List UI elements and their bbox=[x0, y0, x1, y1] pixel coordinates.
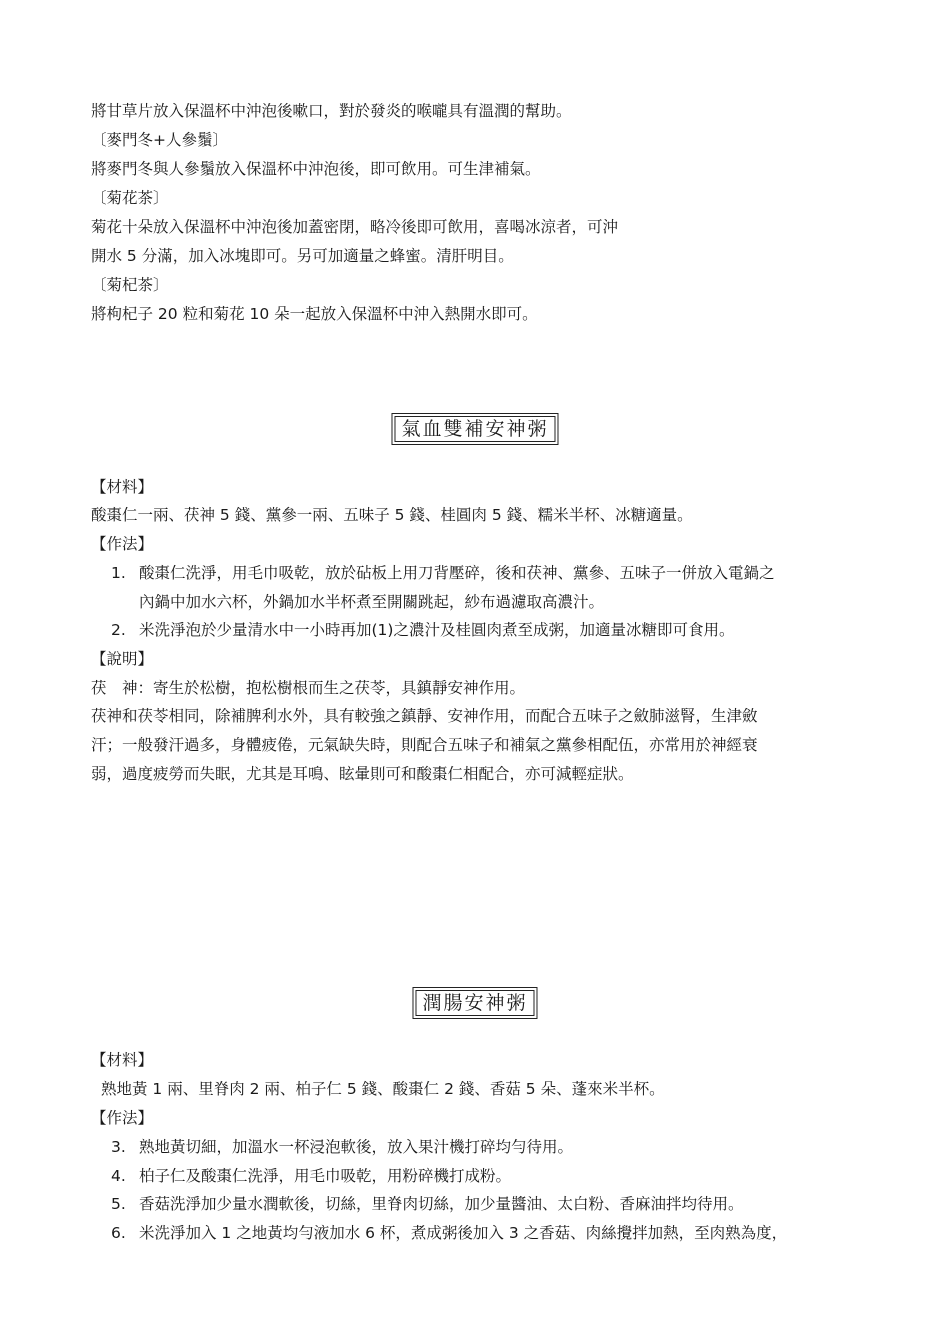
step-text: 柏子仁及酸棗仁洗淨，用毛巾吸乾，用粉碎機打成粉。 bbox=[139, 1167, 512, 1185]
step-text: 米洗淨泡於少量清水中一小時再加(1)之濃汁及桂圓肉煮至成粥，加適量冰糖即可食用。 bbox=[139, 621, 735, 639]
recipe2-title-box bbox=[412, 987, 537, 1019]
method-step bbox=[111, 1166, 511, 1186]
step-number: 1. bbox=[111, 564, 126, 582]
notes-text: 茯 神：寄生於松樹，抱松樹根而生之茯苓，具鎮靜安神作用。 bbox=[91, 679, 526, 697]
method-step bbox=[111, 563, 775, 583]
materials-text: 酸棗仁一兩、茯神 5 錢、黨參一兩、五味子 5 錢、桂圓肉 5 錢、糯米半杯、冰糖適量。 bbox=[91, 506, 693, 524]
step-number: 4. bbox=[111, 1167, 126, 1185]
text-line: 將甘草片放入保溫杯中沖泡後嗽口，對於發炎的喉嚨具有溫潤的幫助。 bbox=[91, 102, 572, 120]
step-number: 5. bbox=[111, 1195, 126, 1213]
text-line: 開水 5 分滿，加入冰塊即可。另可加適量之蜂蜜。清肝明目。 bbox=[91, 247, 514, 265]
method-step bbox=[111, 1137, 573, 1157]
recipe1-title: 氣血雙補安神粥 bbox=[394, 416, 555, 442]
method-heading: 【作法】 bbox=[91, 535, 154, 553]
subheading-chrysanthemum-tea: 〔菊花茶〕 bbox=[91, 189, 169, 207]
method-heading: 【作法】 bbox=[91, 1109, 154, 1127]
materials-heading: 【材料】 bbox=[91, 1051, 154, 1069]
materials-text: 熟地黃 1 兩、里脊肉 2 兩、柏子仁 5 錢、酸棗仁 2 錢、香菇 5 朵、蓬來米半杯。 bbox=[101, 1080, 665, 1098]
text-line: 將枸杞子 20 粒和菊花 10 朵一起放入保溫杯中沖入熱開水即可。 bbox=[91, 305, 538, 323]
method-step bbox=[111, 1194, 744, 1214]
step-text: 米洗淨加入 1 之地黃均勻液加水 6 杯，煮成粥後加入 3 之香菇、肉絲攪拌加熱，至肉熟為度， bbox=[139, 1224, 788, 1242]
text-line: 菊花十朵放入保溫杯中沖泡後加蓋密閉，略冷後即可飲用，喜喝冰涼者，可沖 bbox=[91, 218, 619, 236]
step-text-continued: 內鍋中加水六杯，外鍋加水半杯煮至開關跳起，紗布過濾取高濃汁。 bbox=[139, 593, 605, 611]
notes-text: 汗；一般發汗過多，身體疲倦，元氣缺失時，則配合五味子和補氣之黨參相配伍，亦常用於神經衰 bbox=[91, 736, 758, 754]
step-text: 香菇洗淨加少量水潤軟後，切絲，里脊肉切絲，加少量醬油、太白粉、香麻油拌均待用。 bbox=[139, 1195, 744, 1213]
method-step bbox=[111, 620, 734, 640]
recipe1-title-box bbox=[391, 413, 558, 445]
recipe2-title: 潤腸安神粥 bbox=[415, 990, 534, 1016]
materials-heading: 【材料】 bbox=[91, 478, 154, 496]
notes-text: 茯神和茯苓相同，除補脾利水外，具有較強之鎮靜、安神作用，而配合五味子之斂肺滋腎，生津斂 bbox=[91, 707, 758, 725]
text-line: 將麥門冬與人參鬚放入保溫杯中沖泡後，即可飲用。可生津補氣。 bbox=[91, 160, 541, 178]
subheading-goji-chrysanthemum-tea: 〔菊杞茶〕 bbox=[91, 276, 169, 294]
subheading-maimendong: 〔麥門冬+人參鬚〕 bbox=[91, 131, 228, 149]
notes-text: 弱，過度疲勞而失眠，尤其是耳鳴、眩暈則可和酸棗仁相配合，亦可減輕症狀。 bbox=[91, 765, 634, 783]
step-number: 3. bbox=[111, 1138, 126, 1156]
method-step bbox=[111, 1223, 787, 1243]
step-number: 6. bbox=[111, 1224, 126, 1242]
step-number: 2. bbox=[111, 621, 126, 639]
notes-heading: 【說明】 bbox=[91, 650, 154, 668]
step-text: 熟地黃切細，加溫水一杯浸泡軟後，放入果汁機打碎均勻待用。 bbox=[139, 1138, 574, 1156]
step-text: 酸棗仁洗淨，用毛巾吸乾，放於砧板上用刀背壓碎，後和茯神、黨參、五味子一併放入電鍋之 bbox=[139, 564, 775, 582]
